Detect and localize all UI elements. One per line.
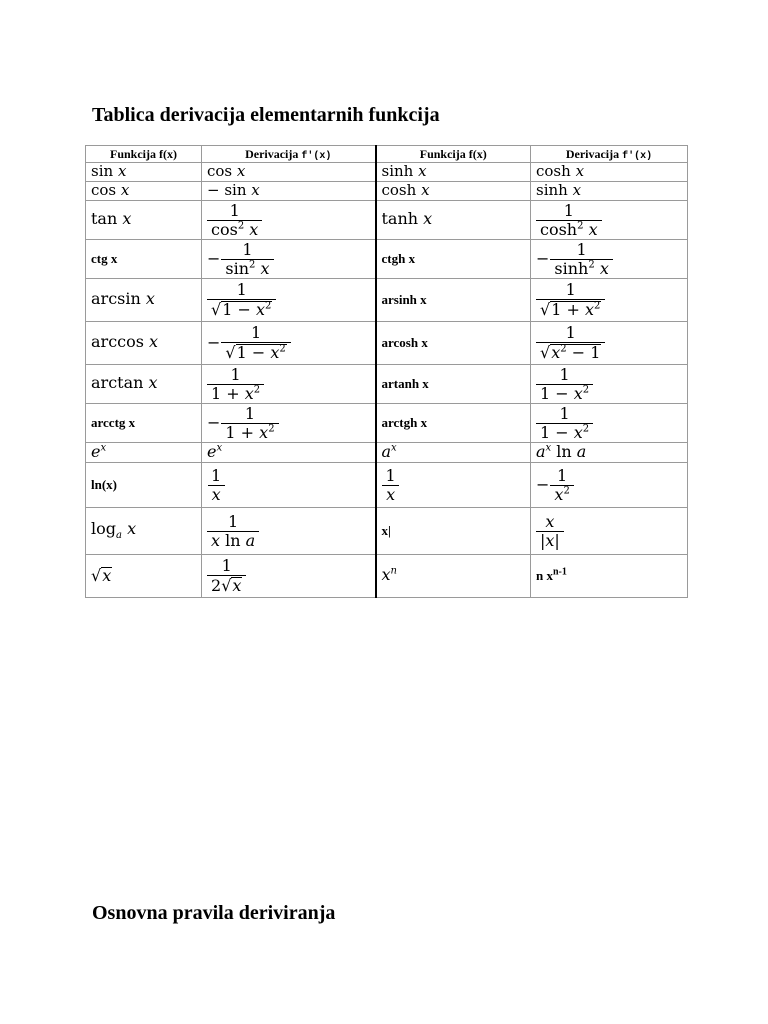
derivative-cell: − $\frac{1}{\sinh^2 x}$ [531, 240, 688, 279]
table-header-row [86, 146, 688, 163]
table-row [86, 365, 688, 404]
derivative-cell: − $\frac{1}{1 + x^2}$ [202, 404, 376, 443]
table-row [86, 322, 688, 365]
derivative-cell: $a^x$ ln a [531, 443, 688, 463]
header-function: Funkcija f(x) [86, 146, 202, 163]
derivative-cell: $\frac{1}{\text{x ln a}}$ [202, 508, 376, 555]
function-cell: cosh x [376, 182, 531, 201]
function-cell: tan x [86, 201, 202, 240]
derivative-cell: $\frac{x}{|x|}$ [531, 508, 688, 555]
header-function-2: Funkcija f(x) [376, 146, 531, 163]
section-title: Osnovna pravila deriviranja [92, 902, 336, 924]
function-cell: $\log_a x$ [86, 508, 202, 555]
derivative-cell: cos x [202, 163, 376, 182]
table-row [86, 463, 688, 508]
table-row [86, 182, 688, 201]
derivative-cell: $\frac{1}{x}$ [202, 463, 376, 508]
derivative-cell: − $\frac{1}{x^2}$ [531, 463, 688, 508]
function-cell: sin x [86, 163, 202, 182]
derivative-cell: 1 2 √ x [202, 555, 376, 598]
derivative-cell: sinh x [531, 182, 688, 201]
table-row [86, 201, 688, 240]
derivative-cell: − sin x [202, 182, 376, 201]
derivative-cell: 1 √ $1 - x^2$ [202, 279, 376, 322]
function-cell: $\frac{1}{x}$ [376, 463, 531, 508]
table-row [86, 404, 688, 443]
derivatives-table [85, 145, 688, 598]
derivative-cell: $\frac{1}{1 - x^2}$ [531, 365, 688, 404]
derivative-cell: − 1 √ $1 - x^2$ [202, 322, 376, 365]
table-row [86, 240, 688, 279]
derivative-cell: $\frac{1}{\cos^2 x}$ [202, 201, 376, 240]
table-row [86, 555, 688, 598]
function-cell: x| [376, 508, 531, 555]
table-row [86, 443, 688, 463]
table-row [86, 279, 688, 322]
function-cell: $e^x$ [86, 443, 202, 463]
header-derivative: Derivacija f'(x) [202, 146, 376, 163]
function-cell: ln(x) [86, 463, 202, 508]
function-cell: arcctg x [86, 404, 202, 443]
function-cell: artanh x [376, 365, 531, 404]
header-derivative-2: Derivacija f'(x) [531, 146, 688, 163]
derivative-cell: $e^x$ [202, 443, 376, 463]
function-cell: √ x [86, 555, 202, 598]
table-row [86, 508, 688, 555]
function-cell: ctgh x [376, 240, 531, 279]
derivative-cell: cosh x [531, 163, 688, 182]
function-cell: $x^n$ [376, 555, 531, 598]
derivative-cell: $\frac{1}{\cosh^2 x}$ [531, 201, 688, 240]
document-title: Tablica derivacija elementarnih funkcija [92, 104, 440, 126]
function-cell: arsinh x [376, 279, 531, 322]
derivative-cell: − $\frac{1}{\sin^2 x}$ [202, 240, 376, 279]
function-cell: arcsin x [86, 279, 202, 322]
derivative-cell: $\frac{1}{1 + x^2}$ [202, 365, 376, 404]
derivative-cell: 1 √ $x^2 - 1$ [531, 322, 688, 365]
table-row [86, 163, 688, 182]
function-cell: sinh x [376, 163, 531, 182]
derivative-cell: n $x^{n-1}$ [531, 555, 688, 598]
function-cell: arccos x [86, 322, 202, 365]
function-cell: arctan x [86, 365, 202, 404]
derivative-cell: 1 √ $1 + x^2$ [531, 279, 688, 322]
function-cell: ctg x [86, 240, 202, 279]
function-cell: arcosh x [376, 322, 531, 365]
function-cell: $a^x$ [376, 443, 531, 463]
derivative-cell: $\frac{1}{1 - x^2}$ [531, 404, 688, 443]
function-cell: arctgh x [376, 404, 531, 443]
function-cell: cos x [86, 182, 202, 201]
function-cell: tanh x [376, 201, 531, 240]
